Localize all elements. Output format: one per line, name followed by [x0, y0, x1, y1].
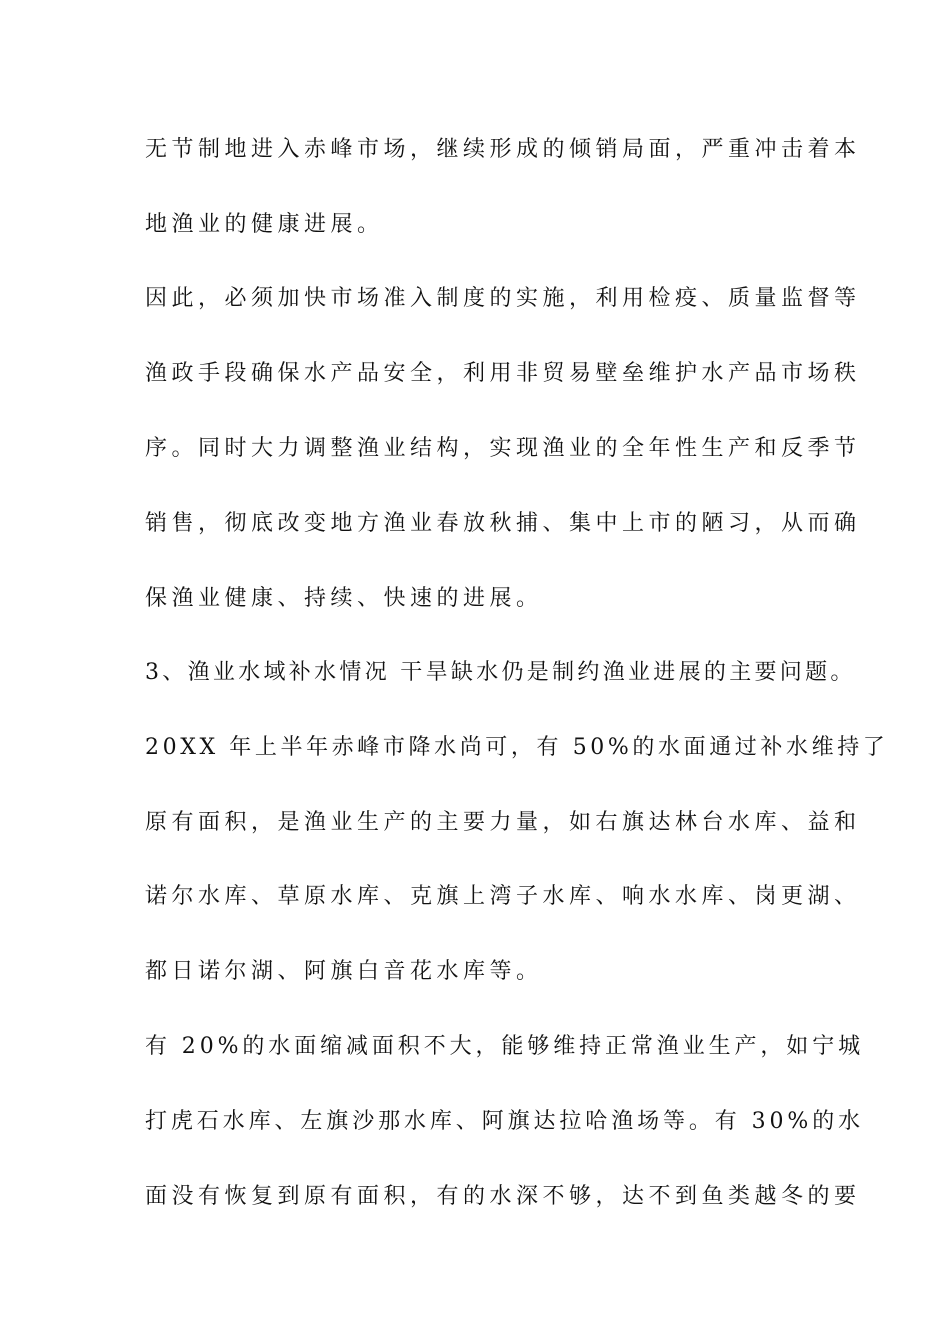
text-line: 无节制地进入赤峰市场，继续形成的倾销局面，严重冲击着本 [145, 137, 861, 162]
text-line: 面没有恢复到原有面积，有的水深不够，达不到鱼类越冬的要 [145, 1184, 861, 1209]
section-heading-line: 3、渔业水域补水情况 干旱缺水仍是制约渔业进展的主要问题。 [145, 660, 856, 685]
text-line: 因此，必须加快市场准入制度的实施，利用检疫、质量监督等 [145, 286, 861, 311]
text-line: 销售，彻底改变地方渔业春放秋捕、集中上市的陋习，从而确 [145, 511, 861, 536]
text-line: 原有面积，是渔业生产的主要力量，如右旗达林台水库、益和 [145, 810, 861, 835]
text-line: 保渔业健康、持续、快速的进展。 [145, 586, 543, 611]
text-line: 地渔业的健康进展。 [145, 212, 384, 237]
text-line: 打虎石水库、左旗沙那水库、阿旗达拉哈渔场等。有 30%的水 [145, 1109, 864, 1134]
text-line: 渔政手段确保水产品安全，利用非贸易壁垒维护水产品市场秩 [145, 361, 861, 386]
text-line: 有 20%的水面缩减面积不大，能够维持正常渔业生产，如宁城 [145, 1034, 864, 1059]
text-line: 20XX 年上半年赤峰市降水尚可，有 50%的水面通过补水维持了 [145, 735, 889, 760]
text-line: 序。同时大力调整渔业结构，实现渔业的全年性生产和反季节 [145, 436, 861, 461]
text-line: 都日诺尔湖、阿旗白音花水库等。 [145, 959, 543, 984]
text-line: 诺尔水库、草原水库、克旗上湾子水库、响水水库、岗更湖、 [145, 884, 861, 909]
